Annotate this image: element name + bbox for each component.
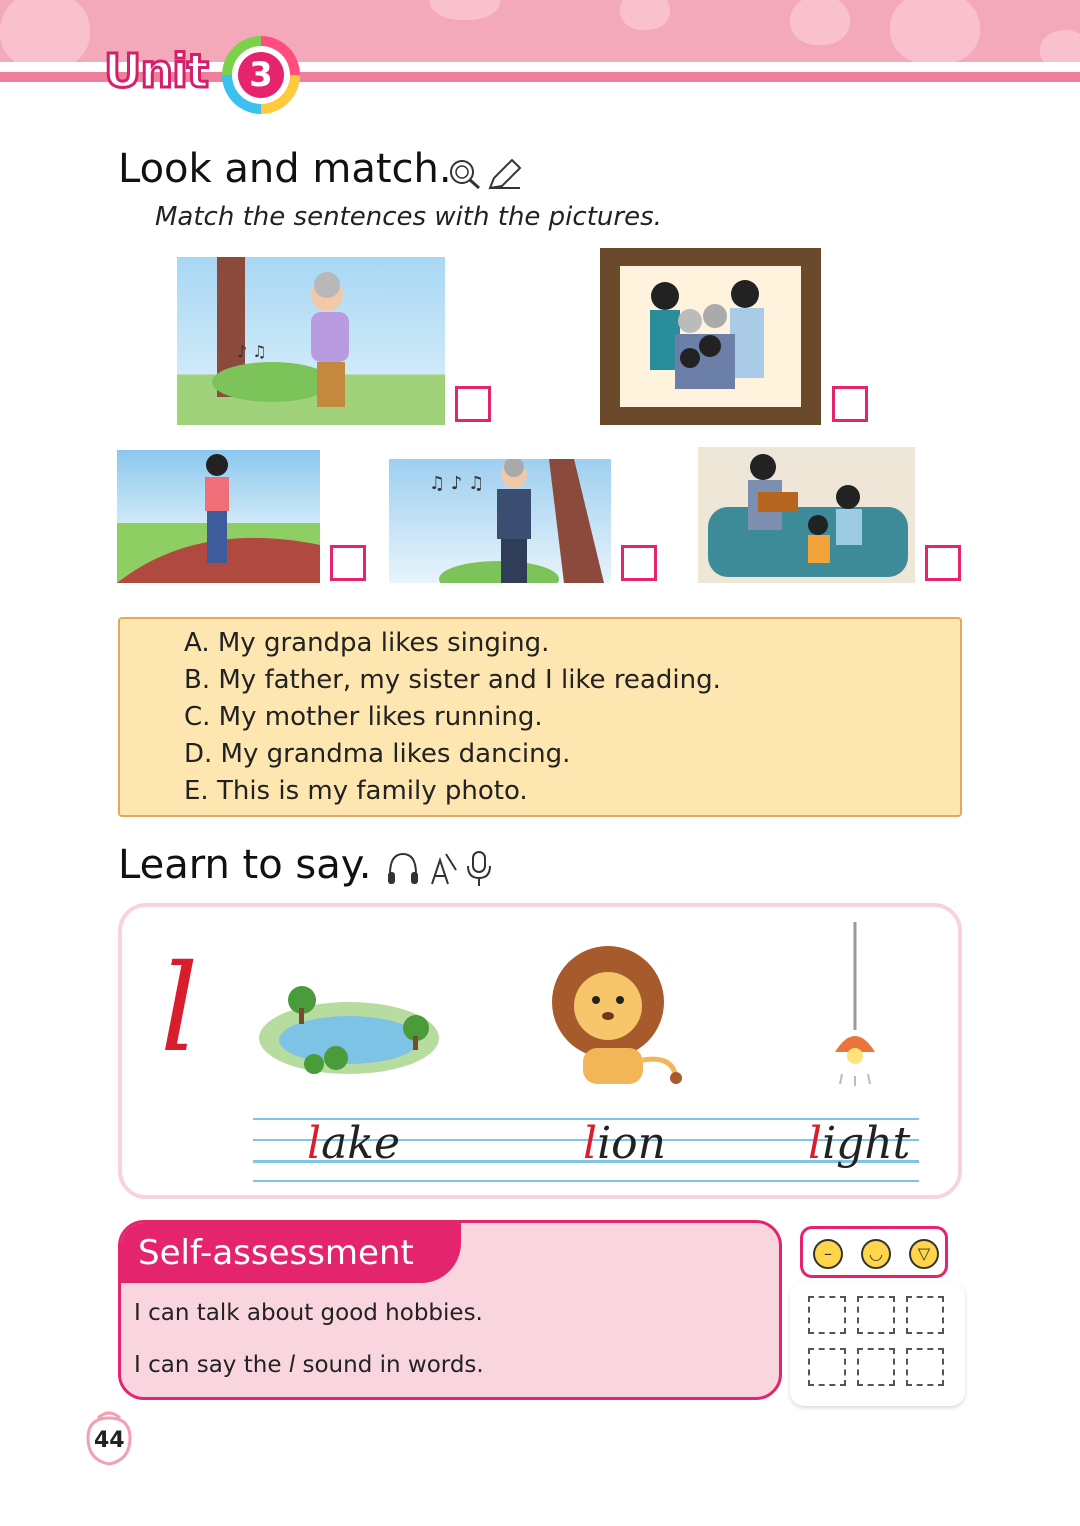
word-light: light [808, 1118, 911, 1169]
self-assessment-item-1: I can talk about good hobbies. [134, 1300, 483, 1326]
light-picture [820, 922, 890, 1090]
picture-family-photo [600, 248, 821, 425]
unit-number-badge [222, 36, 300, 114]
rating-faces [800, 1226, 948, 1278]
picture-grandpa-singing [389, 459, 611, 583]
unit-number: 3 [238, 52, 284, 98]
answer-box-4[interactable] [621, 545, 657, 581]
section-title-look-and-match: Look and match. [118, 146, 452, 192]
big-smile-face-icon: ▽ [909, 1239, 939, 1269]
rating-cell[interactable] [906, 1296, 944, 1334]
sentence-d: D. My grandma likes dancing. [184, 739, 571, 769]
focus-letter: l [160, 940, 199, 1079]
picture-grandma-dancing [177, 257, 445, 425]
smile-face-icon: ◡ [861, 1239, 891, 1269]
picture-family-reading [698, 447, 915, 583]
lake-picture [254, 978, 444, 1088]
answer-box-1[interactable] [455, 386, 491, 422]
rating-cell[interactable] [857, 1296, 895, 1334]
pencil-icon [486, 156, 526, 192]
strawberry-decoration [790, 0, 850, 45]
rating-grid [790, 1282, 965, 1406]
sentence-a: A. My grandpa likes singing. [184, 628, 550, 658]
unit-label: Unit [104, 44, 208, 98]
rating-cell[interactable] [808, 1348, 846, 1386]
sentence-c: C. My mother likes running. [184, 702, 543, 732]
strawberry-decoration [430, 0, 500, 20]
word-lion: lion [583, 1118, 666, 1169]
rating-cell[interactable] [906, 1348, 944, 1386]
neutral-face-icon: – [813, 1239, 843, 1269]
self-assessment-title: Self-assessment [138, 1233, 414, 1273]
rating-cell[interactable] [808, 1296, 846, 1334]
sentences-box [118, 617, 962, 817]
sentence-e: E. This is my family photo. [184, 776, 528, 806]
self-assessment-item-2: I can say the l sound in words. [134, 1352, 484, 1378]
page-number: 44 [94, 1428, 125, 1453]
strawberry-decoration [620, 0, 670, 30]
microphone-icon [464, 850, 494, 888]
lion-picture [548, 940, 690, 1090]
svg-text:♫ ♪ ♫: ♫ ♪ ♫ [429, 473, 485, 494]
instruction-text: Match the sentences with the pictures. [155, 202, 662, 232]
strawberry-decoration [890, 0, 980, 65]
strawberry-decoration [0, 0, 90, 70]
writing-line [253, 1180, 919, 1182]
answer-box-5[interactable] [925, 545, 961, 581]
picture-mother-running [117, 450, 320, 583]
word-lake: lake [307, 1118, 401, 1169]
answer-box-3[interactable] [330, 545, 366, 581]
rating-cell[interactable] [857, 1348, 895, 1386]
point-read-icon [426, 850, 460, 888]
svg-text:♪ ♫: ♪ ♫ [237, 342, 267, 361]
sentence-b: B. My father, my sister and I like reading. [184, 665, 721, 695]
section-title-learn-to-say: Learn to say. [118, 842, 372, 888]
answer-box-2[interactable] [832, 386, 868, 422]
